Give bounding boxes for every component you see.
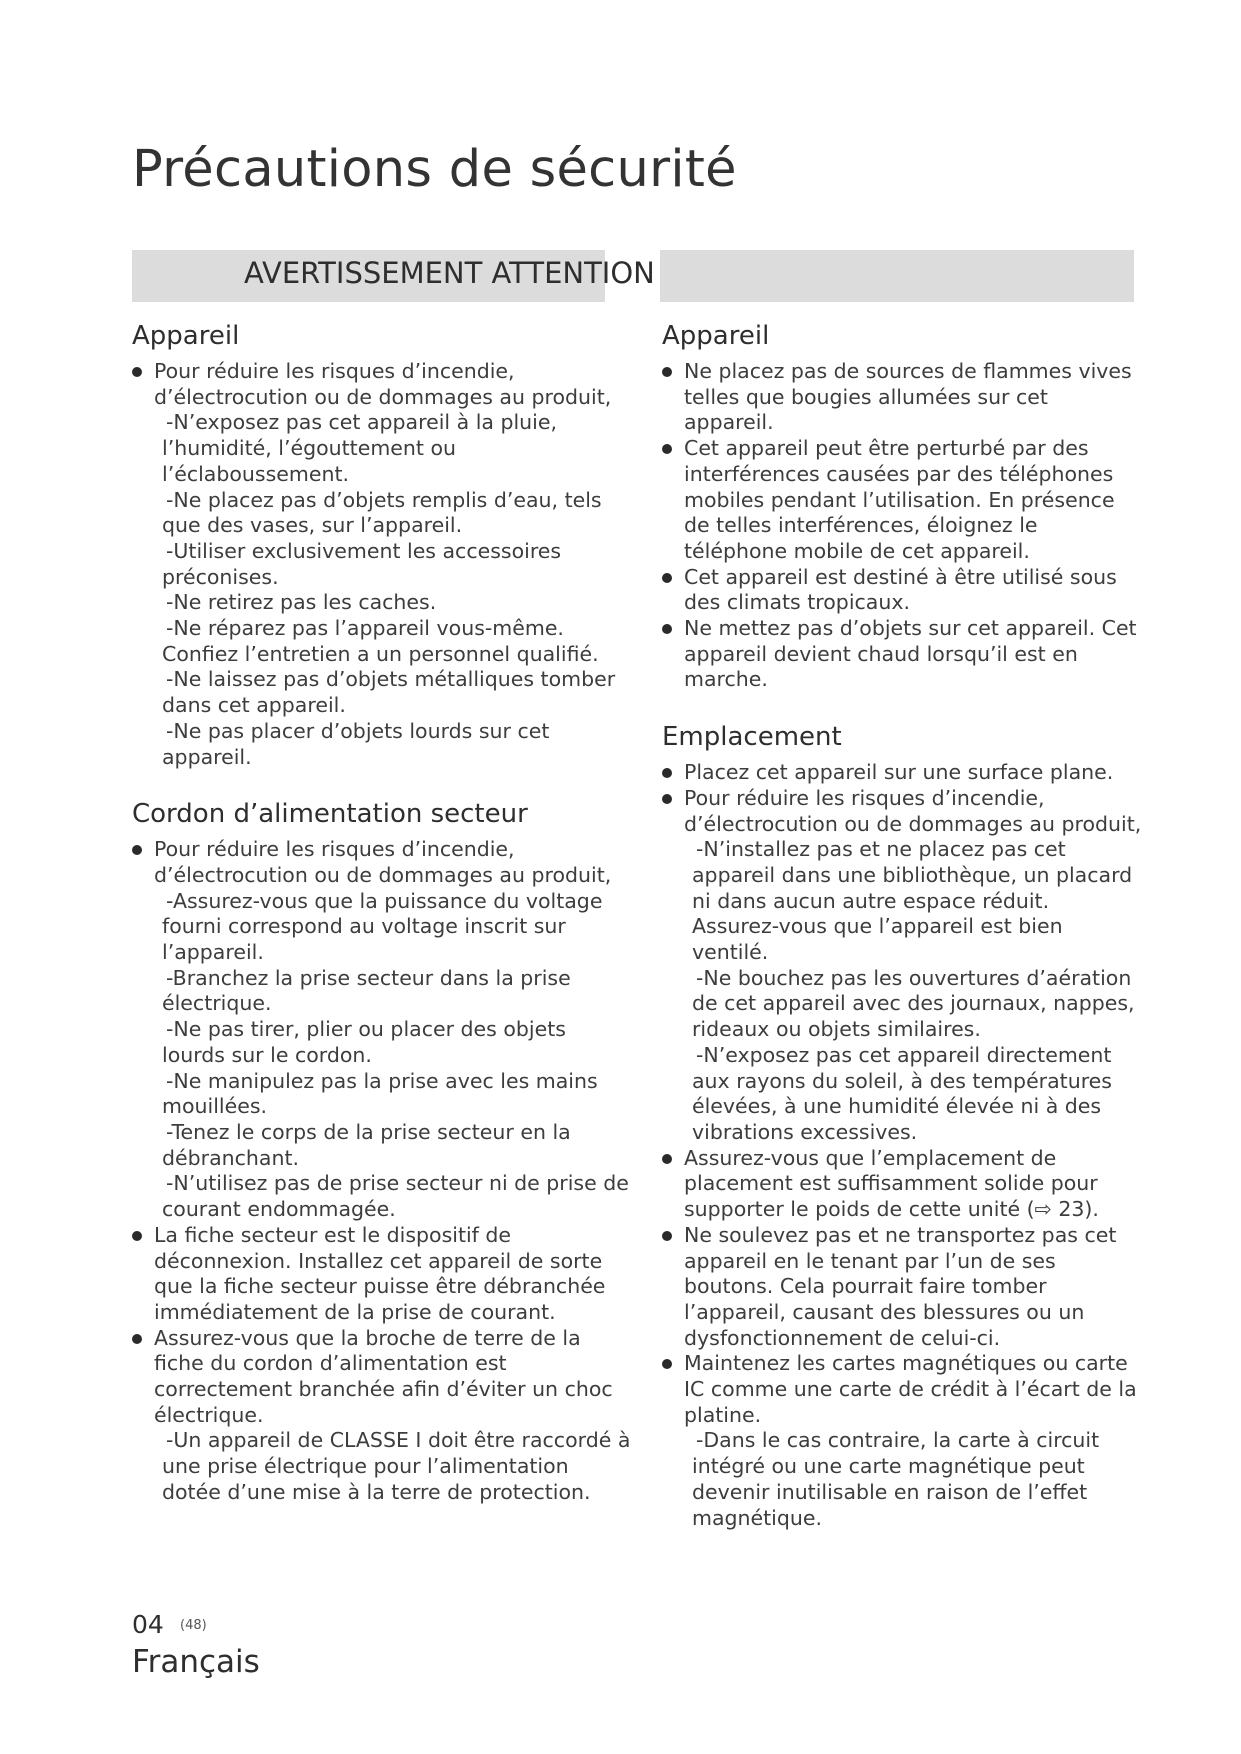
section-heading-appareil: Appareil — [132, 321, 240, 351]
language-label: Français — [132, 1644, 260, 1680]
item-text: Ne soulevez pas et ne transportez pas cet appareil en le tenant par l’un de ses boutons. Cela pourrait faire tomber l’appareil, causant des blessures ou un dysfonctionnement de celui-ci. — [684, 1222, 1117, 1350]
item-text: Pour réduire les risques d’incendie, d’électrocution ou de dommages au produit, — [154, 837, 612, 887]
item-text: Ne mettez pas d’objets sur cet appareil. Cet appareil devient chaud lorsqu’il est en marche. — [684, 616, 1137, 692]
bullet-icon — [662, 624, 672, 634]
list-item — [132, 1326, 632, 1506]
list-item — [662, 436, 1142, 565]
list-item — [132, 837, 632, 1223]
list-item — [662, 760, 1142, 786]
page-number: 04 — [132, 1610, 164, 1639]
sub-item-text: -Ne manipulez pas la prise avec les mains mouillées. — [162, 1068, 598, 1119]
list-item — [662, 359, 1142, 436]
item-text: Cet appareil peut être perturbé par des interférences causées par des téléphones mobiles pendant l’utilisation. En présence de telles interférences, éloignez le téléphone mobile de cet appareil. — [684, 436, 1115, 563]
sub-item-text: -Ne retirez pas les caches. — [166, 590, 437, 615]
list-item — [662, 565, 1142, 616]
sub-item-text: -Tenez le corps de la prise secteur en la débranchant. — [162, 1119, 571, 1170]
sub-item-text: -N’installez pas et ne placez pas cet appareil dans une bibliothèque, un placard ni dans aucun autre espace réduit. Assurez-vous que l’appareil est bien ventilé. — [692, 837, 1133, 965]
sub-item-text: -Ne laissez pas d’objets métalliques tomber dans cet appareil. — [162, 667, 616, 718]
section-banner-right — [660, 250, 1134, 302]
bullet-icon — [662, 573, 672, 583]
sub-item-text: -N’exposez pas cet appareil directement aux rayons du soleil, à des températures élevées, à une humidité élevée ni à des vibrations excessives. — [692, 1042, 1112, 1144]
sub-item-text: -Ne réparez pas l’appareil vous-même. Confiez l’entretien a un personnel qualifié. — [162, 616, 599, 666]
list-item — [662, 1146, 1142, 1223]
bullet-icon — [132, 845, 142, 855]
list-item — [662, 616, 1142, 693]
list-item — [662, 1351, 1142, 1531]
item-text: Cet appareil est destiné à être utilisé sous des climats tropicaux. — [684, 564, 1117, 615]
section-heading-cordon: Cordon d’alimentation secteur — [132, 799, 528, 830]
sub-item-text: -Ne pas placer d’objets lourds sur cet appareil. — [162, 718, 550, 769]
item-list — [662, 760, 1142, 1531]
section-banner-text: AVERTISSEMENT ATTENTION — [244, 256, 655, 290]
item-list — [132, 359, 632, 770]
bullet-icon — [132, 367, 142, 377]
list-item — [662, 1223, 1142, 1352]
sub-item-text: -Ne pas tirer, plier ou placer des objets lourds sur le cordon. — [162, 1017, 566, 1067]
bullet-icon — [662, 367, 672, 377]
item-text: Ne placez pas de sources de flammes vives telles que bougies allumées sur cet appareil. — [684, 359, 1132, 435]
left-column — [132, 318, 632, 1506]
bullet-icon — [662, 1154, 672, 1164]
item-text: Maintenez les cartes magnétiques ou carte IC comme une carte de crédit à l’écart de la platine. — [684, 1351, 1137, 1427]
sub-item-text: -Ne placez pas d’objets remplis d’eau, tels que des vases, sur l’appareil. — [162, 487, 602, 538]
list-item — [132, 359, 632, 770]
sub-item-text: -N’utilisez pas de prise secteur ni de prise de courant endommagée. — [162, 1171, 629, 1222]
item-text: Pour réduire les risques d’incendie, d’électrocution ou de dommages au produit, — [684, 785, 1142, 836]
sub-item-text: -Utiliser exclusivement les accessoires préconises. — [162, 538, 562, 589]
list-item — [662, 786, 1142, 1146]
bullet-icon — [662, 768, 672, 778]
bullet-icon — [662, 1231, 672, 1241]
item-text: Assurez-vous que l’emplacement de placement est suffisamment solide pour supporter le poids de cette unité (⇨ 23). — [684, 1145, 1099, 1222]
list-item — [132, 1223, 632, 1326]
bullet-icon — [132, 1231, 142, 1241]
item-text: Placez cet appareil sur une surface plane. — [684, 760, 1114, 785]
sub-item-text: -Ne bouchez pas les ouvertures d’aération de cet appareil avec des journaux, nappes, rideaux ou objets similaires. — [692, 965, 1135, 1042]
item-text: Pour réduire les risques d’incendie, d’électrocution ou de dommages au produit, — [154, 359, 612, 409]
bullet-icon — [662, 1359, 672, 1369]
section-heading-appareil: Appareil — [662, 321, 770, 351]
item-list — [132, 837, 632, 1505]
sub-item-text: -Assurez-vous que la puissance du voltage fourni correspond au voltage inscrit sur l’appareil. — [162, 888, 603, 965]
section-heading-emplacement: Emplacement — [662, 722, 842, 753]
bullet-icon — [662, 444, 672, 454]
bullet-icon — [132, 1334, 142, 1344]
page-title: Précautions de sécurité — [132, 140, 737, 199]
bullet-icon — [662, 794, 672, 804]
item-text: Assurez-vous que la broche de terre de la fiche du cordon d’alimentation est correctement branchée afin d’éviter un choc électrique. — [154, 1325, 613, 1427]
right-column — [662, 318, 1142, 1531]
item-list — [662, 359, 1142, 693]
sub-item-text: -Branchez la prise secteur dans la prise électrique. — [162, 965, 571, 1016]
page-reference: (48) — [180, 1618, 207, 1633]
sub-item-text: -Un appareil de CLASSE I doit être raccordé à une prise électrique pour l’alimentation dotée d’une mise à la terre de protection. — [162, 1428, 631, 1504]
sub-item-text: -N’exposez pas cet appareil à la pluie, l’humidité, l’égouttement ou l’éclaboussement. — [162, 410, 557, 486]
item-text: La fiche secteur est le dispositif de déconnexion. Installez cet appareil de sorte que la fiche secteur puisse être débranchée immédiatement de la prise de courant. — [154, 1222, 606, 1324]
sub-item-text: -Dans le cas contraire, la carte à circuit intégré ou une carte magnétique peut devenir inutilisable en raison de l’effet magnétique. — [692, 1428, 1100, 1530]
